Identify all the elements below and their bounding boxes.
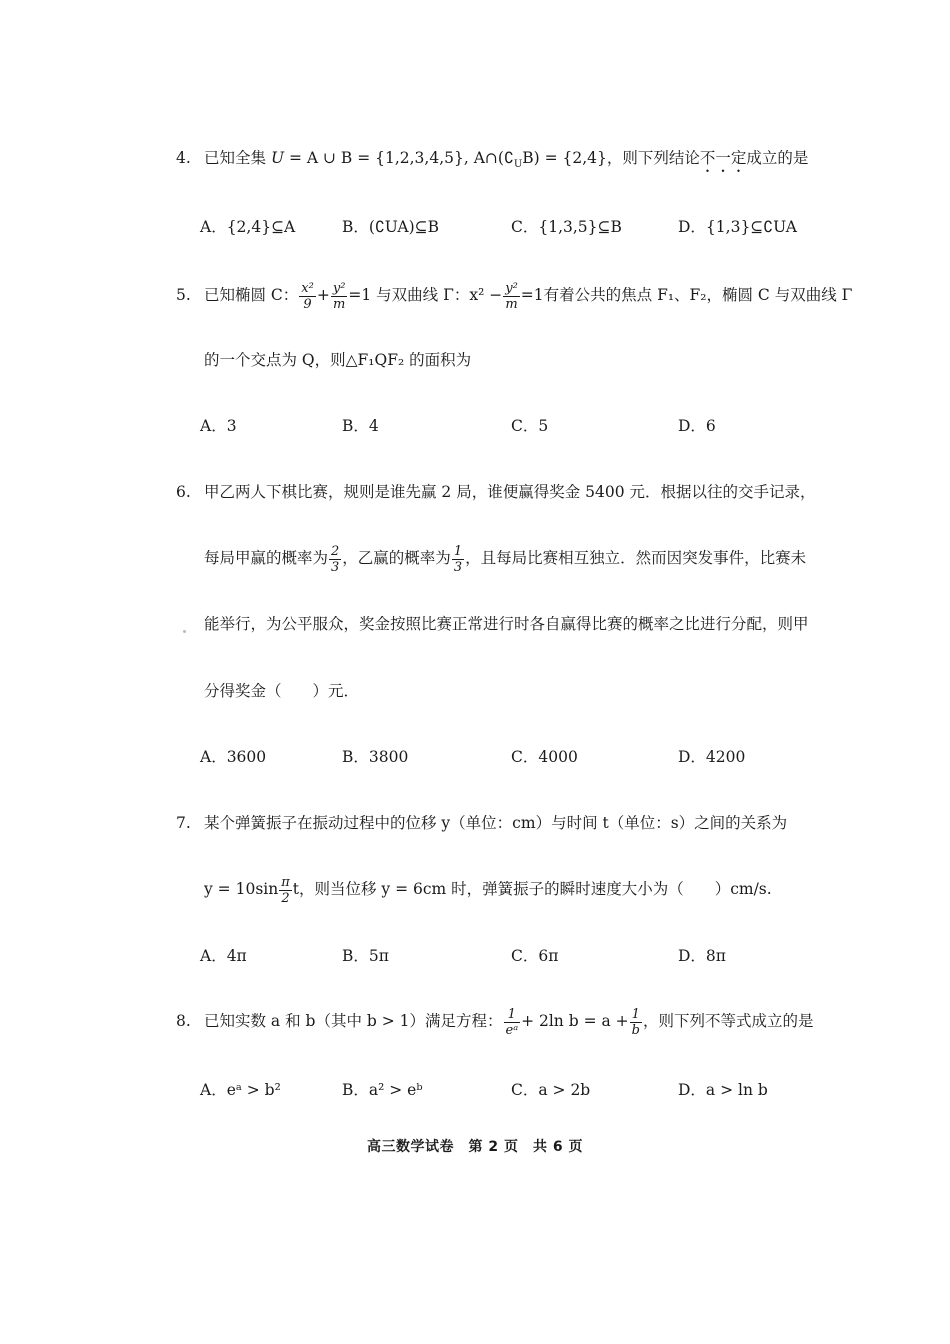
page-footer: 高三数学试卷 第 2 页 共 6 页: [367, 1139, 583, 1155]
fraction: $\frac{2}{3}$: [331, 543, 340, 575]
option-a: A．4π: [200, 947, 247, 965]
option-a: A．3600: [200, 748, 267, 766]
option-c: C．6π: [511, 947, 559, 965]
emphasis-text: 不一定: [699, 149, 747, 167]
question-number: 7.: [176, 814, 191, 832]
option-c: C．4000: [511, 748, 578, 766]
option-a: A．3: [200, 417, 237, 435]
question-number: 5.: [176, 286, 191, 304]
question-6-stem-line4: 分得奖金（ ）元．: [204, 682, 360, 700]
question-6-stem-line2: 每局甲赢的概率为 $\frac{2}{3}$ ，乙赢的概率为 $\frac{1}{3}$ ，且每局比赛相互独立．然而因突发事件，比赛未: [204, 543, 807, 575]
fraction: $\frac{\text{y²}}{m}$: [332, 280, 346, 312]
option-d: D．8π: [678, 947, 726, 965]
option-c: C．{1,3,5}⊆B: [511, 218, 622, 236]
question-number: 4.: [176, 149, 191, 167]
option-b: B．3800: [342, 748, 409, 766]
option-d: D．4200: [678, 748, 746, 766]
fraction: $\frac{\text{x²}}{9}$: [301, 280, 314, 312]
fraction: $\frac{1}{\text{eᵃ}}$: [505, 1006, 519, 1038]
question-7-stem-line2: y = 10sin $\frac{\pi}{2}$ t，则当位移 y = 6cm 时，弹簧振子的瞬时速度大小为（ ）cm/s.: [204, 874, 772, 906]
option-c: C．5: [511, 417, 549, 435]
option-b: B．5π: [342, 947, 389, 965]
option-d: D．a > ln b: [678, 1081, 768, 1099]
option-d: D．6: [678, 417, 716, 435]
question-5-options: [200, 414, 900, 438]
question-5-stem-line1: 5. 已知椭圆 C： $\frac{\text{x²}}{9}$ + $\frac{\text{y²}}{m}$ =1 与双曲线 Γ：x² − $\frac{\text{y²}}{m}$ =1有着公共的焦点 F₁、F₂，椭圆 C 与双曲线 Γ: [176, 278, 852, 312]
question-6-stem-line3: 能举行，为公平服众，奖金按照比赛正常进行时各自赢得比赛的概率之比进行分配，则甲: [204, 615, 809, 633]
option-b: B．(∁UA)⊆B: [342, 218, 440, 236]
option-d: D．{1,3}⊆∁UA: [678, 218, 797, 236]
scan-speck: [183, 630, 186, 633]
option-b: B．a² > eᵇ: [342, 1081, 423, 1099]
fraction: $\frac{1}{b}$: [631, 1006, 640, 1038]
question-6-options: [200, 745, 900, 769]
question-5-stem-line2: 的一个交点为 Q，则△F₁QF₂ 的面积为: [204, 351, 472, 369]
question-number: 6.: [176, 483, 191, 501]
question-7-stem-line1: 7. 某个弹簧振子在振动过程中的位移 y（单位：cm）与时间 t（单位：s）之间的关系为: [176, 811, 787, 835]
question-8-stem: 8. 已知实数 a 和 b（其中 b > 1）满足方程： $\frac{1}{\text{eᵃ}}$ + 2ln b = a + $\frac{1}{b}$ ，则下列不等式成立的是: [176, 1004, 813, 1038]
option-b: B．4: [342, 417, 379, 435]
question-4-options: [200, 215, 900, 239]
option-a: A．eᵃ > b²: [200, 1081, 281, 1099]
fraction: $\frac{1}{3}$: [453, 543, 463, 575]
question-7-options: [200, 944, 900, 968]
question-8-options: [200, 1078, 900, 1102]
question-number: 8.: [176, 1012, 191, 1030]
fraction: $\frac{\pi}{2}$: [281, 874, 290, 906]
question-6-stem-line1: 6. 甲乙两人下棋比赛，规则是谁先赢 2 局，谁便赢得奖金 5400 元．根据以往的交手记录，: [176, 480, 816, 504]
option-a: A．{2,4}⊆A: [200, 218, 296, 236]
option-c: C．a > 2b: [511, 1081, 591, 1099]
fraction: $\frac{\text{y²}}{m}$: [505, 280, 518, 312]
question-4-stem: 4. 已知全集 U = A ∪ B = {1,2,3,4,5}, $A\cap(∁_UB) = \{2,4\}$，则下列结论不一定成立的是: [176, 146, 808, 177]
